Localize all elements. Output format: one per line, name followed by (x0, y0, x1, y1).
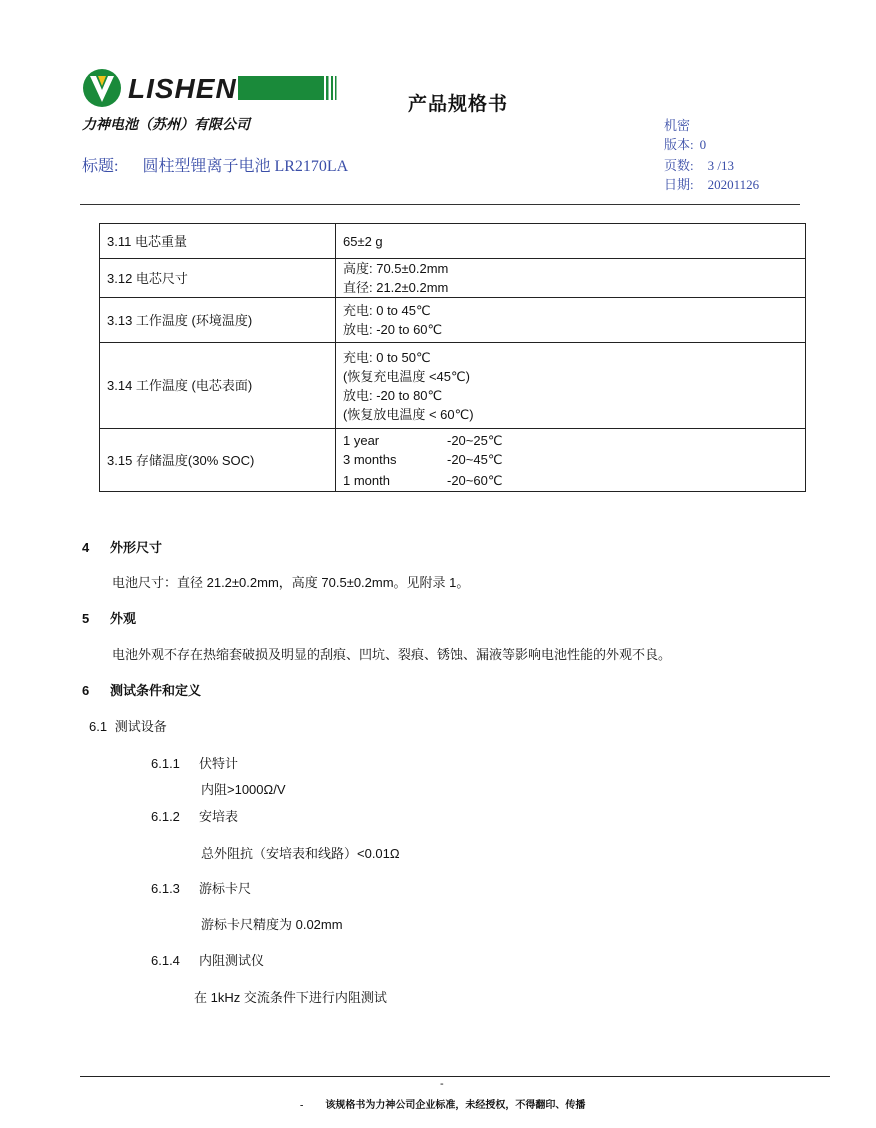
table-row (100, 298, 806, 343)
company-logo (80, 66, 342, 110)
section-title: 外观 (110, 611, 137, 626)
section-number: 6 (82, 683, 90, 698)
spec-table (99, 223, 806, 492)
spec-line: 直径: 21.2±0.2mm (343, 280, 449, 295)
version-value: 0 (699, 137, 707, 152)
footer-dash: - (300, 1100, 304, 1111)
spec-line: (恢复充电温度 <45℃) (343, 368, 470, 384)
section-title: 测试条件和定义 (110, 683, 202, 698)
section-6-1-3-heading (151, 878, 251, 897)
section-title: 游标卡尺 (199, 881, 252, 896)
table-row (100, 259, 806, 298)
document-title: 产品规格书 (408, 94, 509, 115)
version-meta (664, 134, 706, 153)
page-label: 页数: (664, 158, 694, 173)
section-title: 内阻测试仪 (199, 953, 265, 968)
section-6-1-2-text: 总外阻抗（安培表和线路）<0.01Ω (201, 846, 400, 861)
section-5-heading (82, 608, 136, 627)
logo-wordmark: LISHEN (128, 73, 237, 104)
storage-period: 1 month (343, 472, 390, 488)
spec-value (336, 224, 806, 259)
spec-line: (恢复放电温度 < 60℃) (343, 406, 474, 422)
date-label: 日期: (664, 177, 694, 192)
section-4-heading (82, 537, 162, 556)
section-6-1-1-text: 内阻>1000Ω/V (201, 782, 286, 797)
section-number: 6.1.1 (151, 756, 180, 771)
spec-line: 充电: 0 to 45℃ (343, 303, 431, 318)
spec-key: 3.12 电芯尺寸 (100, 259, 336, 298)
storage-line (343, 471, 798, 490)
confidential-label: 机密 (664, 118, 691, 133)
storage-period: 1 year (343, 432, 380, 448)
section-number: 5 (82, 611, 90, 626)
section-number: 6.1.4 (151, 953, 180, 968)
table-row (100, 343, 806, 429)
section-6-1-4-heading (151, 950, 264, 969)
subject-line (82, 153, 348, 176)
subject-label: 标题: (82, 158, 119, 175)
footer-divider (80, 1076, 830, 1077)
section-number: 6.1.2 (151, 809, 180, 824)
spec-value (336, 298, 806, 343)
section-title: 外形尺寸 (110, 540, 163, 555)
spec-line: 充电: 0 to 50℃ (343, 349, 431, 365)
section-6-heading (82, 680, 201, 699)
company-name: 力神电池（苏州）有限公司 (82, 116, 250, 132)
spec-value (336, 343, 806, 429)
section-number: 4 (82, 540, 90, 555)
spec-value (336, 429, 806, 492)
footer-text: 该规格书为力神公司企业标准，未经授权，不得翻印、传播 (325, 1100, 586, 1111)
section-6-1-4-text: 在 1kHz 交流条件下进行内阻测试 (194, 990, 387, 1005)
page-value: 3 /13 (707, 158, 734, 173)
storage-line (343, 450, 798, 469)
section-6-1-1-heading (151, 753, 238, 772)
subject-value: 圆柱型锂离子电池 LR2170LA (142, 158, 349, 175)
spec-line: 高度: 70.5±0.2mm (343, 261, 449, 276)
footer-notice (300, 1096, 585, 1111)
table-row (100, 429, 806, 492)
section-title: 伏特计 (199, 756, 239, 771)
section-5-text: 电池外观不存在热缩套破损及明显的刮痕、凹坑、裂痕、锈蚀、漏液等影响电池性能的外观不良。 (112, 647, 672, 662)
storage-range: -20~25℃ (447, 432, 503, 448)
page-meta (664, 155, 734, 174)
spec-line: 放电: -20 to 60℃ (343, 322, 443, 337)
spec-key: 3.14 工作温度 (电芯表面) (100, 343, 336, 429)
spec-line: 65±2 g (343, 233, 383, 249)
spec-key: 3.11 电芯重量 (100, 224, 336, 259)
storage-line (343, 431, 798, 450)
section-title: 测试设备 (114, 719, 167, 734)
version-label: 版本: (664, 137, 694, 152)
table-row (100, 224, 806, 259)
section-number: 6.1 (89, 719, 108, 734)
section-4-text: 电池尺寸：直径 21.2±0.2mm，高度 70.5±0.2mm。见附录 1。 (112, 575, 470, 590)
spec-key: 3.13 工作温度 (环境温度) (100, 298, 336, 343)
spec-key: 3.15 存储温度(30% SOC) (100, 429, 336, 492)
storage-period: 3 months (343, 451, 397, 467)
storage-range: -20~45℃ (447, 451, 503, 467)
section-6-1-2-heading (151, 806, 238, 825)
header-divider (80, 204, 800, 205)
section-6-1-3-text: 游标卡尺精度为 0.02mm (201, 917, 343, 932)
spec-line: 放电: -20 to 80℃ (343, 387, 443, 403)
date-meta (664, 174, 759, 193)
section-title: 安培表 (199, 809, 239, 824)
footer-page-marker: - (440, 1078, 444, 1090)
spec-value (336, 259, 806, 298)
section-number: 6.1.3 (151, 881, 180, 896)
section-6-1-heading (89, 716, 167, 735)
storage-range: -20~60℃ (447, 472, 503, 488)
date-value: 20201126 (707, 177, 760, 192)
